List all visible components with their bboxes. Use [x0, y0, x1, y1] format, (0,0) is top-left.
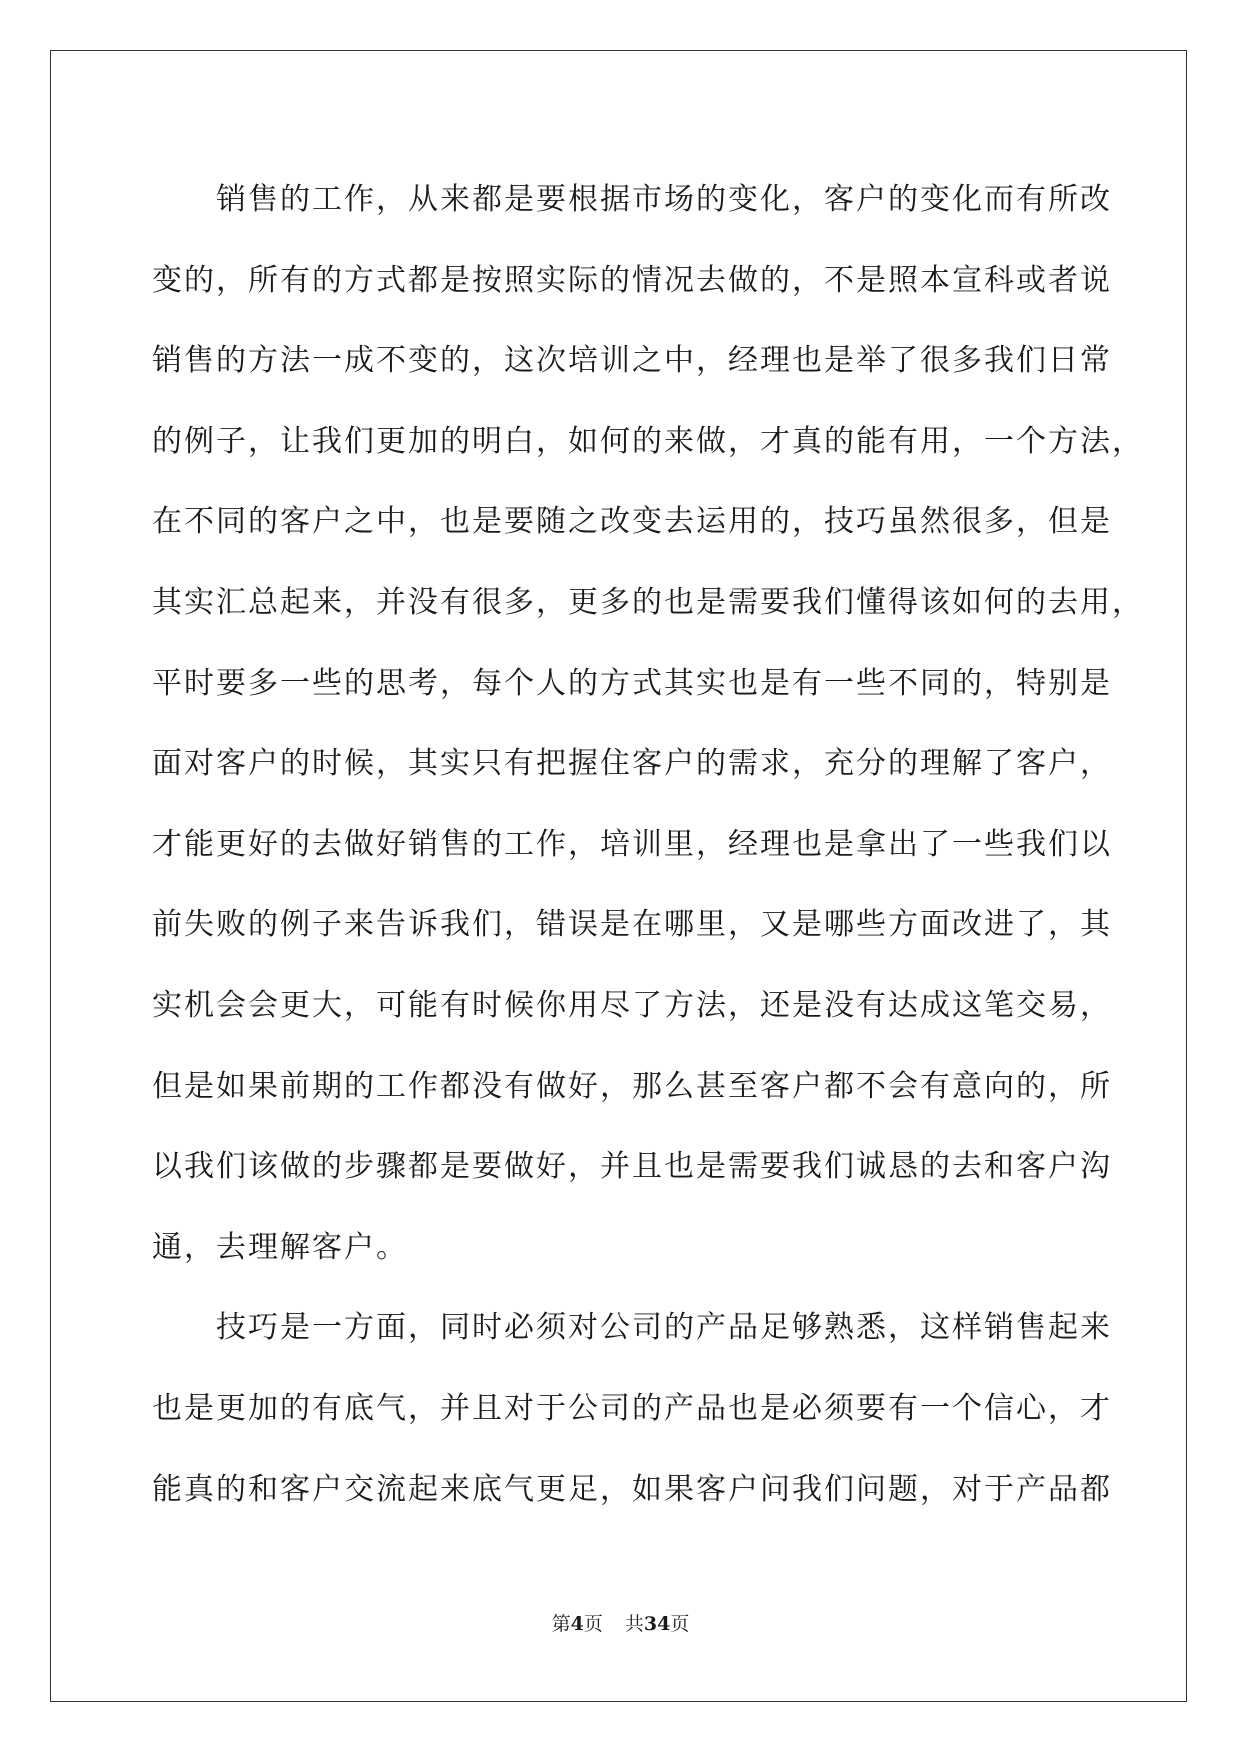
paragraph-1-line-1: 销售的工作，从来都是要根据市场的变化，客户的变化而有所改	[216, 182, 1112, 217]
paragraph-2-line-3: 能真的和客户交流起来底气更足，如果客户问我们问题，对于产品都	[152, 1471, 1112, 1507]
paragraph-1-line-5: 在不同的客户之中，也是要随之改变去运用的，技巧虽然很多，但是	[152, 504, 1112, 540]
paragraph-1-line-14: 通，去理解客户。	[152, 1229, 408, 1265]
paragraph-1-line-8: 面对客户的时候，其实只有把握住客户的需求，充分的理解了客户，	[152, 746, 1112, 782]
paragraph-1-line-11: 实机会会更大，可能有时候你用尽了方法，还是没有达成这笔交易，	[152, 987, 1112, 1023]
page-footer	[0, 1612, 1241, 1636]
paragraph-1-line-4: 的例子，让我们更加的明白，如何的来做，才真的能有用，一个方法，	[152, 423, 1144, 459]
paragraph-2-line-2: 也是更加的有底气，并且对于公司的产品也是必须要有一个信心，才	[152, 1390, 1112, 1426]
page-total: 34	[643, 1613, 671, 1635]
paragraph-1-line-3: 销售的方法一成不变的，这次培训之中，经理也是举了很多我们日常	[152, 343, 1112, 379]
paragraph-2-line-1: 技巧是一方面，同时必须对公司的产品足够熟悉，这样销售起来	[216, 1310, 1112, 1346]
paragraph-1-line-9: 才能更好的去做好销售的工作，培训里，经理也是拿出了一些我们以	[152, 826, 1112, 862]
paragraph-1-line-7: 平时要多一些的思考，每个人的方式其实也是有一些不同的，特别是	[152, 665, 1112, 701]
paragraph-1-line-10: 前失败的例子来告诉我们，错误是在哪里，又是哪些方面改进了，其	[152, 907, 1112, 943]
paragraph-1-line-2: 变的，所有的方式都是按照实际的情况去做的，不是照本宣科或者说	[152, 262, 1112, 298]
paragraph-1-line-13: 以我们该做的步骤都是要做好，并且也是需要我们诚恳的去和客户沟	[152, 1149, 1112, 1185]
paragraph-1-line-6: 其实汇总起来，并没有很多，更多的也是需要我们懂得该如何的去用，	[152, 584, 1144, 620]
page-prefix: 第	[551, 1613, 571, 1635]
total-suffix: 页	[670, 1613, 690, 1635]
page-current: 4	[570, 1613, 584, 1635]
paragraph-1-line-12: 但是如果前期的工作都没有做好，那么甚至客户都不会有意向的，所	[152, 1068, 1112, 1104]
document-body	[152, 160, 1144, 1530]
page-suffix: 页	[583, 1613, 603, 1635]
total-prefix: 共	[624, 1613, 644, 1635]
